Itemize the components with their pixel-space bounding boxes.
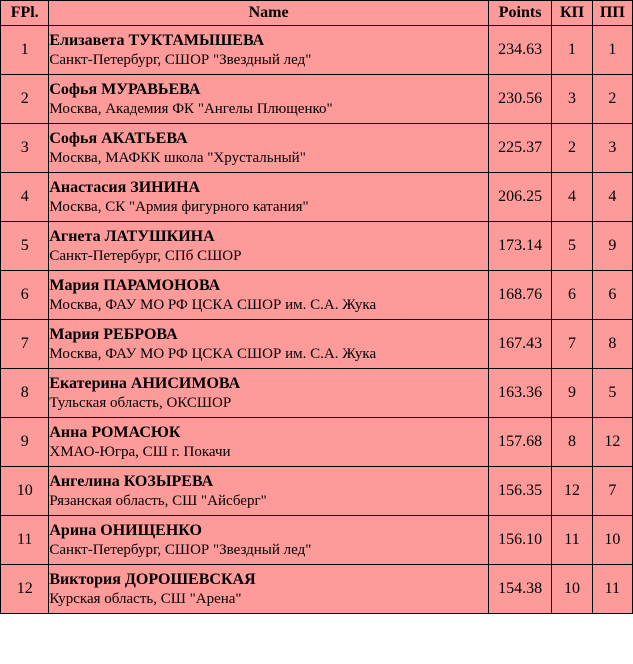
cell-kp: 2 [552, 124, 592, 173]
table-row [1, 75, 633, 124]
cell-points: 154.38 [488, 565, 552, 614]
cell-rank: 8 [1, 369, 49, 418]
skater-name: Виктория ДОРОШЕВСКАЯ [49, 570, 256, 588]
skater-name: Елизавета ТУКТАМЫШЕВА [49, 31, 265, 49]
cell-pp: 1 [592, 26, 632, 75]
table-body [1, 26, 633, 614]
cell-pp: 11 [592, 565, 632, 614]
cell-kp: 4 [552, 173, 592, 222]
cell-points: 234.63 [488, 26, 552, 75]
table-header [1, 1, 633, 26]
table-row [1, 565, 633, 614]
cell-kp: 3 [552, 75, 592, 124]
skater-name: Арина ОНИЩЕНКО [49, 521, 202, 539]
cell-rank: 2 [1, 75, 49, 124]
table-row [1, 320, 633, 369]
cell-name [49, 516, 488, 565]
table-row [1, 271, 633, 320]
cell-name [49, 75, 488, 124]
cell-rank: 5 [1, 222, 49, 271]
cell-name [49, 26, 488, 75]
skater-club: Москва, Академия ФК "Ангелы Плющенко" [49, 100, 333, 117]
cell-points: 156.10 [488, 516, 552, 565]
skater-name: Екатерина АНИСИМОВА [49, 374, 241, 392]
cell-name [49, 565, 488, 614]
cell-points: 173.14 [488, 222, 552, 271]
skater-club: Москва, МАФКК школа "Хрустальный" [49, 149, 306, 166]
cell-rank: 7 [1, 320, 49, 369]
cell-pp: 3 [592, 124, 632, 173]
skater-club: Москва, ФАУ МО РФ ЦСКА СШОР им. С.А. Жука [49, 345, 377, 362]
cell-name [49, 369, 488, 418]
cell-kp: 12 [552, 467, 592, 516]
skater-name: Софья АКАТЬЕВА [49, 129, 188, 147]
skater-club: ХМАО-Югра, СШ г. Покачи [49, 443, 231, 460]
skater-club: Санкт-Петербург, СПб СШОР [49, 247, 242, 264]
skater-name: Агнета ЛАТУШКИНА [49, 227, 215, 245]
cell-pp: 10 [592, 516, 632, 565]
cell-points: 225.37 [488, 124, 552, 173]
skater-name: Ангелина КОЗЫРЕВА [49, 472, 214, 490]
cell-name [49, 222, 488, 271]
cell-name [49, 418, 488, 467]
cell-pp: 7 [592, 467, 632, 516]
cell-points: 163.36 [488, 369, 552, 418]
cell-name [49, 173, 488, 222]
cell-pp: 5 [592, 369, 632, 418]
cell-pp: 2 [592, 75, 632, 124]
cell-points: 230.56 [488, 75, 552, 124]
skater-name: Анастасия ЗИНИНА [49, 178, 201, 196]
cell-rank: 12 [1, 565, 49, 614]
cell-kp: 11 [552, 516, 592, 565]
cell-pp: 9 [592, 222, 632, 271]
skater-club: Санкт-Петербург, СШОР "Звездный лед" [49, 541, 312, 558]
cell-pp: 4 [592, 173, 632, 222]
cell-kp: 1 [552, 26, 592, 75]
column-header-pp: ПП [592, 1, 632, 26]
table-row [1, 418, 633, 467]
cell-points: 168.76 [488, 271, 552, 320]
skater-name: Анна РОМАСЮК [49, 423, 181, 441]
cell-points: 206.25 [488, 173, 552, 222]
table-row [1, 516, 633, 565]
table-row [1, 26, 633, 75]
skater-club: Рязанская область, СШ "Айсберг" [49, 492, 267, 509]
skater-club: Тульская область, ОКСШОР [49, 394, 232, 411]
cell-pp: 6 [592, 271, 632, 320]
table-row [1, 467, 633, 516]
table-row [1, 369, 633, 418]
cell-rank: 6 [1, 271, 49, 320]
cell-rank: 10 [1, 467, 49, 516]
column-header-name: Name [49, 1, 488, 26]
cell-kp: 10 [552, 565, 592, 614]
skater-club: Курская область, СШ "Арена" [49, 590, 242, 607]
cell-kp: 5 [552, 222, 592, 271]
cell-name [49, 124, 488, 173]
cell-name [49, 467, 488, 516]
cell-kp: 8 [552, 418, 592, 467]
cell-points: 157.68 [488, 418, 552, 467]
column-header-kp: КП [552, 1, 592, 26]
skater-name: Мария ПАРАМОНОВА [49, 276, 221, 294]
cell-rank: 9 [1, 418, 49, 467]
skater-name: Мария РЕБРОВА [49, 325, 178, 343]
table-row [1, 222, 633, 271]
cell-kp: 9 [552, 369, 592, 418]
cell-rank: 1 [1, 26, 49, 75]
cell-points: 167.43 [488, 320, 552, 369]
cell-name [49, 271, 488, 320]
cell-kp: 6 [552, 271, 592, 320]
cell-pp: 8 [592, 320, 632, 369]
column-header-rank: FPl. [1, 1, 49, 26]
skater-club: Санкт-Петербург, СШОР "Звездный лед" [49, 51, 312, 68]
cell-pp: 12 [592, 418, 632, 467]
cell-rank: 11 [1, 516, 49, 565]
skater-club: Москва, СК "Армия фигурного катания" [49, 198, 309, 215]
cell-rank: 3 [1, 124, 49, 173]
skater-name: Софья МУРАВЬЕВА [49, 80, 201, 98]
cell-points: 156.35 [488, 467, 552, 516]
cell-rank: 4 [1, 173, 49, 222]
skater-club: Москва, ФАУ МО РФ ЦСКА СШОР им. С.А. Жука [49, 296, 377, 313]
header-row [1, 1, 633, 26]
table-row [1, 173, 633, 222]
cell-name [49, 320, 488, 369]
cell-kp: 7 [552, 320, 592, 369]
table-row [1, 124, 633, 173]
column-header-points: Points [488, 1, 552, 26]
